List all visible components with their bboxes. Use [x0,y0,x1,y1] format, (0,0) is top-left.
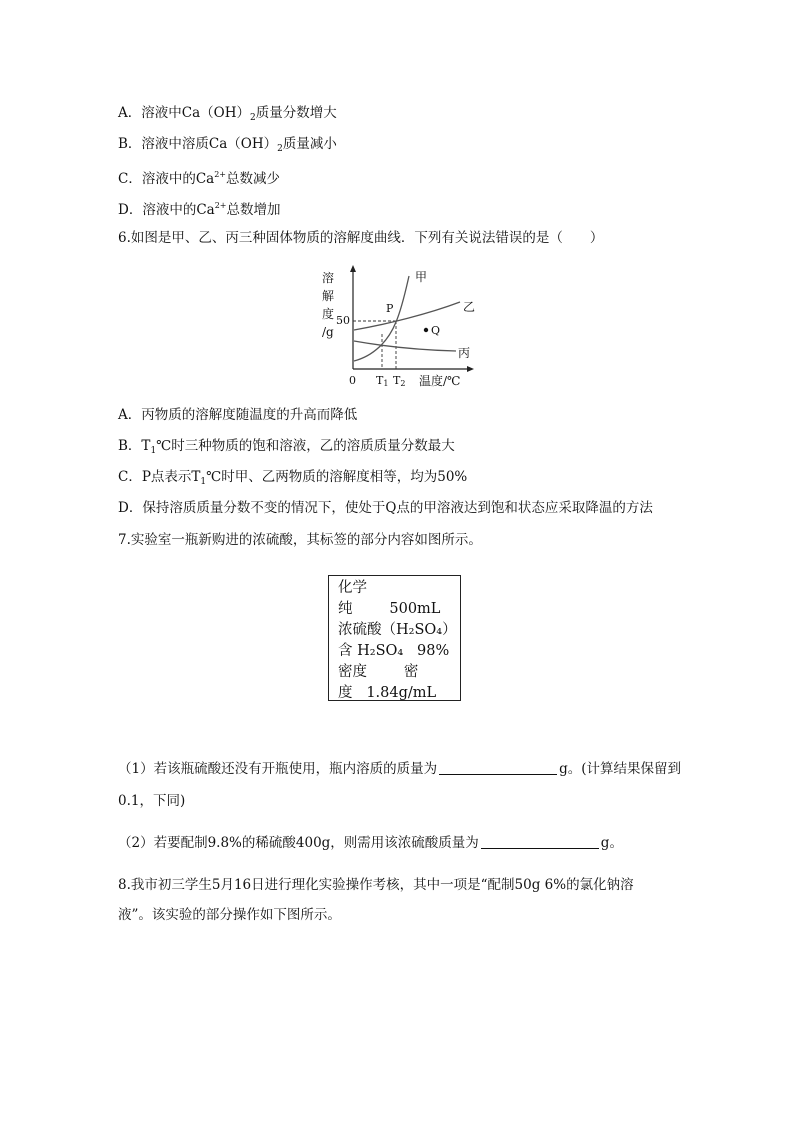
option-b: B．溶液中溶质$Ca(OH)_2$质量减小 [118,136,337,154]
label-line: 纯 500mL [338,601,441,617]
option-c: C．溶液中的$Ca^{2+}$总数减少 [118,170,281,187]
series-label-bing: 丙 [458,346,471,360]
question-7-stem: 7.实验室一瓶新购进的浓硫酸，其标签的部分内容如图所示。 [118,532,482,548]
option-d: D．溶液中的$Ca^{2+}$总数增加 [118,201,281,218]
label-line: 度 1.84g/mL [338,685,437,701]
q6-option-c: C．P点表示$T_1℃$时甲、乙两物质的溶解度相等，均为50% [118,469,468,487]
y-label-char: /g [322,325,334,339]
label-line: 浓硫酸（H₂SO₄） [338,622,457,638]
solubility-chart-svg [318,264,488,392]
point-p-label: P [386,302,394,315]
option-a: A．溶液中$Ca(OH)_2$质量分数增大 [118,105,337,123]
point-q-dot [424,328,428,332]
question-8-line2: 液”。该实验的部分操作如下图所示。 [118,907,341,923]
q6-option-d: D．保持溶质质量分数不变的情况下，使处于Q点的甲溶液达到饱和状态应采取降温的方法 [118,500,653,516]
y-label-char: 溶 [322,271,335,285]
series-jia-curve [354,276,409,361]
label-line: 化学 [338,580,367,596]
series-label-yi: 乙 [463,300,476,314]
x-tick-t1: T1 [376,374,389,388]
origin-label: 0 [349,374,356,387]
point-q-label: Q [431,324,441,337]
q7-sub2: （2）若要配制9.8%的稀硫酸400g，则需用该浓硫酸质量为 g。 [118,835,623,851]
label-line: 密度 密 [338,664,419,680]
q6-option-b: B．$T_1℃$时三种物质的饱和溶液，乙的溶质质量分数最大 [118,438,455,456]
series-yi-curve [354,302,460,330]
question-8-line1: 8.我市初三学生5月16日进行理化实验操作考核，其中一项是“配制50g 6%的氯化钠溶 [118,877,634,893]
y-label-char: 解 [322,289,335,303]
q7-sub1: （1）若该瓶硫酸还没有开瓶使用，瓶内溶质的质量为 g。(计算结果保留到 [118,761,682,777]
y-label-char: 度 [322,307,335,321]
answer-blank-2[interactable] [481,835,599,849]
x-axis-label: 温度/℃ [419,374,461,388]
series-bing-curve [354,341,456,351]
y-axis-arrow [350,265,356,272]
x-axis-arrow [467,366,474,372]
solubility-chart [318,264,488,392]
label-line: 含 H₂SO₄ 98% [338,643,450,659]
series-label-jia: 甲 [415,270,428,284]
q6-option-a: A．丙物质的溶解度随温度的升高而降低 [118,407,358,423]
q7-sub1-cont: 0.1，下同) [118,793,186,809]
y-tick-label: 50 [336,314,350,327]
x-tick-t2: T2 [393,374,406,388]
answer-blank-1[interactable] [439,761,557,775]
acid-label-box [328,575,461,701]
question-6-stem: 6.如图是甲、乙、丙三种固体物质的溶解度曲线．下列有关说法错误的是（ ） [118,230,604,246]
